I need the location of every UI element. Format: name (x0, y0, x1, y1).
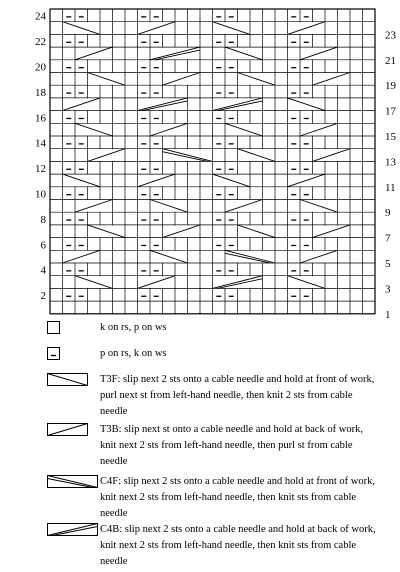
row-number-left: 20 (35, 61, 46, 74)
legend-item-t3f (46, 372, 386, 422)
row-number-left: 16 (35, 112, 46, 125)
row-number-right: 9 (385, 207, 391, 220)
row-number-left: 2 (40, 290, 46, 303)
c4b-symbol-icon (46, 522, 102, 538)
t3f-symbol-icon (46, 372, 94, 388)
row-number-right: 1 (385, 308, 391, 320)
legend-item-purl (46, 346, 386, 364)
legend-item-t3b (46, 422, 386, 472)
t3b-symbol-icon (46, 422, 94, 438)
legend-item-c4b (46, 522, 386, 572)
knit-symbol-icon (46, 320, 62, 336)
legend-c4f-text: C4F: slip next 2 sts onto a cable needle and hold at front of work, knit next 2 sts from left-hand needle, then knit sts from cable needle (100, 476, 375, 519)
legend-c4b-text: C4B: slip next 2 sts onto a cable needle and hold at back of work, knit next 2 sts from left-hand needle, then knit sts from cable needle (100, 524, 376, 567)
c4f-symbol-icon (46, 474, 102, 490)
purl-symbol-icon (46, 346, 62, 362)
row-number-right: 23 (385, 29, 396, 42)
row-number-right: 19 (385, 80, 396, 93)
row-number-left: 18 (35, 86, 46, 99)
legend-item-knit (46, 320, 386, 338)
row-number-left: 4 (40, 264, 46, 277)
row-number-right: 7 (385, 232, 391, 245)
row-number-left: 22 (35, 36, 46, 49)
row-number-right: 13 (385, 156, 396, 169)
row-number-left: 24 (35, 10, 46, 23)
legend-knit-text: k on rs, p on ws (100, 322, 167, 333)
row-number-right: 15 (385, 131, 396, 143)
row-number-right: 3 (385, 283, 391, 296)
row-number-left: 14 (35, 137, 46, 150)
row-number-right: 11 (385, 181, 396, 194)
legend-t3f-text: T3F: slip next 2 sts onto a cable needle and hold at front of work, purl next st from left-hand needle, then knit 2 sts from cable needle (100, 374, 375, 417)
row-number-right: 17 (385, 105, 396, 118)
row-number-left: 8 (40, 213, 46, 226)
row-number-right: 21 (385, 54, 396, 67)
row-number-left: 10 (35, 188, 46, 201)
legend-purl-text: p on rs, k on ws (100, 348, 167, 359)
legend-t3b-text: T3B: slip next st onto a cable needle and hold at back of work, knit next 2 sts from left-hand needle, then purl st from cable needle (100, 424, 364, 467)
row-number-left: 6 (40, 239, 46, 252)
row-number-right: 5 (385, 258, 391, 270)
row-number-left: 12 (35, 163, 46, 176)
legend-item-c4f (46, 474, 386, 524)
